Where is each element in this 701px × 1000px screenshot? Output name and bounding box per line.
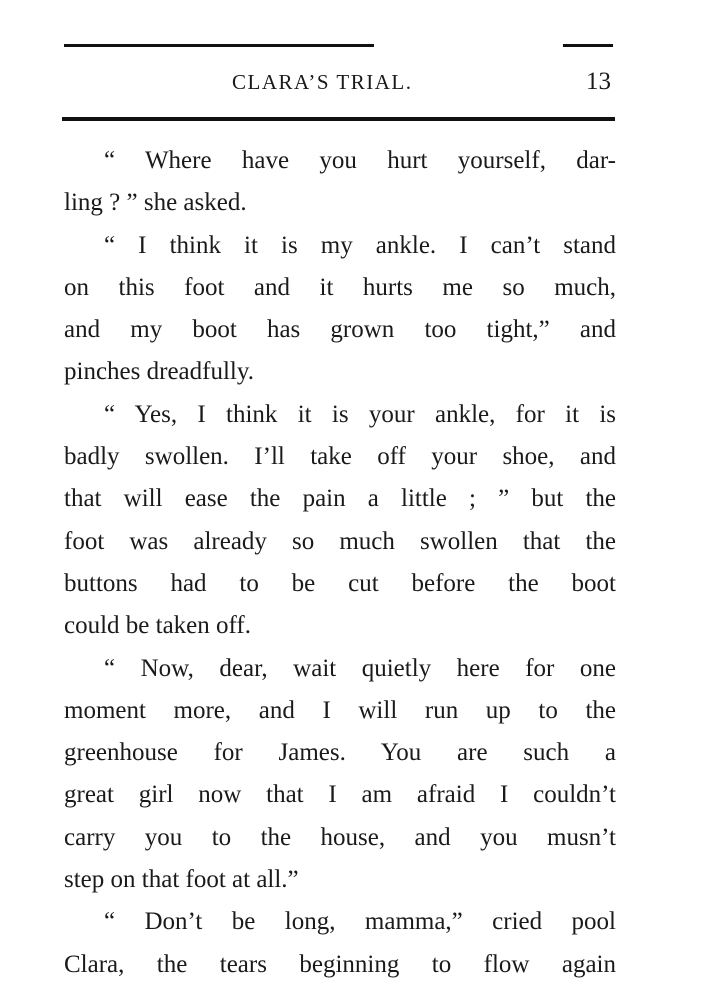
text-line: could be taken off. (64, 612, 251, 640)
text-line: step on that foot at all.” (64, 866, 299, 894)
running-title: CLARA’S TRIAL. (232, 70, 413, 94)
text-line: pinches dreadfully. (64, 358, 254, 386)
text-line: that will ease the pain a little ; ” but the (64, 485, 616, 513)
text-line: carry you to the house, and you musn’t (64, 823, 616, 851)
text-line: moment more, and I will run up to the (64, 696, 616, 724)
header-rule-top-left (64, 44, 374, 47)
text-line: and my boot has grown too tight,” and (64, 316, 616, 344)
text-line: “ Yes, I think it is your ankle, for it is (104, 400, 616, 428)
page-number: 13 (586, 68, 611, 95)
header-rule-bottom (62, 117, 615, 121)
body-text (64, 140, 616, 986)
header-rule-top-right (563, 44, 613, 47)
text-line: buttons had to be cut before the boot (64, 569, 616, 597)
text-line: “ Don’t be long, mamma,” cried pool (104, 908, 616, 936)
text-line: on this foot and it hurts me so much, (64, 273, 616, 301)
text-line: greenhouse for James. You are such a (64, 739, 616, 767)
text-line: badly swollen. I’ll take off your shoe, and (64, 443, 616, 471)
text-line: great girl now that I am afraid I couldn’t (64, 781, 616, 809)
text-line: ling ? ” she asked. (64, 189, 247, 217)
text-line: “ Where have you hurt yourself, dar- (104, 147, 616, 174)
text-line: Clara, the tears beginning to flow again (64, 950, 616, 978)
text-line: “ Now, dear, wait quietly here for one (104, 654, 616, 682)
text-line: foot was already so much swollen that the (64, 527, 616, 555)
text-line: “ I think it is my ankle. I can’t stand (104, 231, 616, 259)
